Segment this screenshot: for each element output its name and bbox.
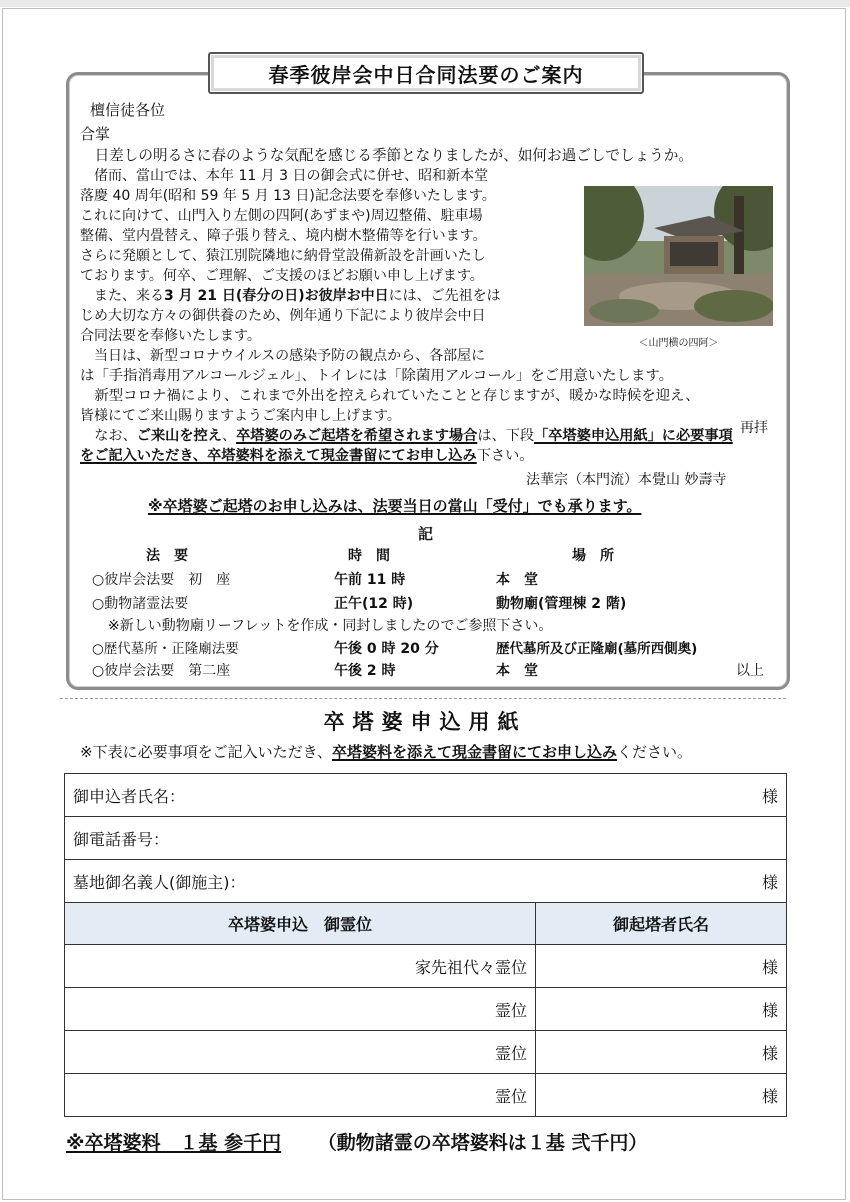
- schedule-time: 午後 2 時: [334, 663, 396, 679]
- spirit-cell[interactable]: 霊位: [65, 1031, 536, 1074]
- equinox-date: 3 月 21 日(春分の日)お彼岸お中日: [164, 288, 389, 304]
- donor-name-cell[interactable]: 様: [536, 988, 787, 1031]
- col-name-header: 御起塔者氏名: [536, 903, 787, 945]
- schedule-time: 正午(12 時): [334, 596, 414, 612]
- instruction-underlined: 卒塔婆料を添えて現金書留にてお申し込み: [331, 743, 617, 761]
- applicant-row: [65, 774, 787, 817]
- schedule-place: 動物廟(管理棟 2 階): [496, 596, 627, 612]
- grave-owner-label: 墓地御名義人(御施主)：: [73, 872, 246, 892]
- cut-line: [60, 698, 786, 699]
- schedule-rite: ○彼岸会法要 第二座: [92, 663, 231, 679]
- honorific: 様: [761, 872, 778, 892]
- pavilion-photo-image: [584, 186, 773, 326]
- pavilion-photo: [584, 186, 773, 326]
- notice-title: 春季彼岸会中日合同法要のご案内: [208, 52, 644, 94]
- schedule-heading: 記: [418, 525, 434, 543]
- body-line: 当日は、新型コロナウイルスの感染予防の観点から、各部屋に: [80, 348, 486, 364]
- body-line: 整備、堂内畳替え、障子張り替え、境内樹木整備等を行います。: [80, 228, 487, 244]
- body-line: [80, 426, 733, 446]
- body-bold: ご来山を控え: [136, 428, 222, 444]
- form-instruction: [80, 742, 692, 762]
- donor-name-cell[interactable]: 様: [536, 1074, 787, 1117]
- leaflet-note: ※新しい動物廟リーフレットを作成・同封しましたのでご参照下さい。: [108, 618, 553, 634]
- phone-row: [65, 817, 787, 860]
- body-text: 、: [221, 428, 237, 444]
- schedule-col-time: 時 間: [348, 548, 390, 564]
- schedule-place: 本 堂: [496, 572, 538, 588]
- body-line: 新型コロナ禍により、これまで外出を控えられていたことと存じますが、暖かな時候を迎え、: [80, 388, 700, 404]
- body-line: ております。何卒、ご理解、ご支援のほどお願い申し上げます。: [80, 268, 484, 284]
- temple-signature: 法華宗（本門流）本覺山 妙壽寺: [526, 472, 727, 488]
- spirit-cell[interactable]: 霊位: [65, 988, 536, 1031]
- schedule-rite: ○歴代墓所・正隆廟法要: [92, 641, 239, 657]
- applicant-name-field[interactable]: [65, 774, 787, 817]
- body-bold-underlined: をご記入いただき、卒塔婆料を添えて現金書留にてお申し込み: [80, 448, 477, 464]
- application-table: [64, 773, 787, 1117]
- spirit-cell[interactable]: 家先祖代々霊位: [65, 945, 536, 988]
- table-row: [65, 945, 787, 988]
- schedule-time: 午後 0 時 20 分: [334, 641, 439, 657]
- grave-owner-field[interactable]: [65, 860, 787, 903]
- schedule-end: 以上: [736, 663, 764, 679]
- schedule-place: 歴代墓所及び正隆廟(墓所西側奥): [496, 641, 698, 657]
- page-top-strip: [0, 0, 850, 7]
- table-header-row: [65, 903, 787, 945]
- col-spirit-header: 卒塔婆申込 御霊位: [65, 903, 536, 945]
- closing-word: 再拝: [740, 420, 768, 436]
- fee-line: [66, 1128, 647, 1155]
- body-text: また、来る: [80, 288, 164, 304]
- body-line: は「手指消毒用アルコールジェル」、トイレには「除菌用アルコール」をご用意いたします。: [80, 368, 673, 384]
- fee-note: （動物諸霊の卒塔婆料は１基 弐千円）: [317, 1132, 648, 1154]
- schedule-col-place: 場 所: [572, 548, 614, 564]
- body-text: 下さい。: [476, 448, 534, 464]
- phone-field[interactable]: [65, 817, 787, 860]
- schedule-rite: ○彼岸会法要 初 座: [92, 572, 231, 588]
- schedule-col-rite: 法 要: [146, 548, 188, 564]
- body-bold-underlined: 卒塔婆のみご起塔を希望されます場合: [236, 428, 478, 444]
- schedule-time: 午前 11 時: [334, 572, 406, 588]
- body-line: 合同法要を奉修いたします。: [80, 328, 261, 344]
- table-row: [65, 1074, 787, 1117]
- body-line: 皆様にてご来山賜りますようご案内申し上げます。: [80, 408, 401, 424]
- body-line: [80, 286, 501, 306]
- body-line: [80, 446, 533, 466]
- salutation: 檀信徒各位: [90, 101, 166, 119]
- phone-label: 御電話番号：: [73, 829, 170, 849]
- applicant-label: 御申込者氏名：: [73, 786, 186, 806]
- body-text: は、下段: [477, 428, 535, 444]
- honorific: 様: [761, 786, 778, 806]
- reception-notice: ※卒塔婆ご起塔のお申し込みは、法要当日の當山「受付」でも承ります。: [148, 497, 642, 515]
- schedule-place: 本 堂: [496, 663, 538, 679]
- body-line: さらに発願として、猿江別院隣地に納骨堂設備新設を計画いたし: [80, 248, 486, 264]
- fee-label: ※卒塔婆料 １基 参千円: [66, 1132, 282, 1154]
- body-line: じめ大切な方々の御供養のため、例年通り下記により彼岸会中日: [80, 308, 486, 324]
- body-line: 日差しの明るさに春のような気配を感じる季節となりましたが、如何お過ごしでしょうか。: [80, 147, 693, 164]
- donor-name-cell[interactable]: 様: [536, 1031, 787, 1074]
- table-row: [65, 988, 787, 1031]
- body-bold-underlined: 「卒塔婆申込用紙」に必要事項: [534, 428, 733, 444]
- body-line: 落慶 40 周年(昭和 59 年 5 月 13 日)記念法要を奉修いたします。: [80, 188, 496, 204]
- spirit-cell[interactable]: 霊位: [65, 1074, 536, 1117]
- instruction-text: ください。: [617, 743, 693, 761]
- greeting: 合掌: [80, 125, 111, 143]
- grave-owner-row: [65, 860, 787, 903]
- body-text: には、ご先祖をは: [388, 288, 501, 304]
- body-line: 偖而、當山では、本年 11 月 3 日の御会式に併せ、昭和新本堂: [80, 168, 489, 184]
- schedule-rite: ○動物諸霊法要: [92, 596, 189, 612]
- table-row: [65, 1031, 787, 1074]
- body-text: なお、: [80, 428, 137, 444]
- instruction-text: ※下表に必要事項をご記入いただき、: [80, 743, 332, 761]
- body-line: これに向けて、山門入り左側の四阿(あずまや)周辺整備、駐車場: [80, 208, 483, 224]
- donor-name-cell[interactable]: 様: [536, 945, 787, 988]
- photo-caption: ＜山門横の四阿＞: [638, 338, 719, 349]
- form-title: 卒塔婆申込用紙: [323, 710, 527, 734]
